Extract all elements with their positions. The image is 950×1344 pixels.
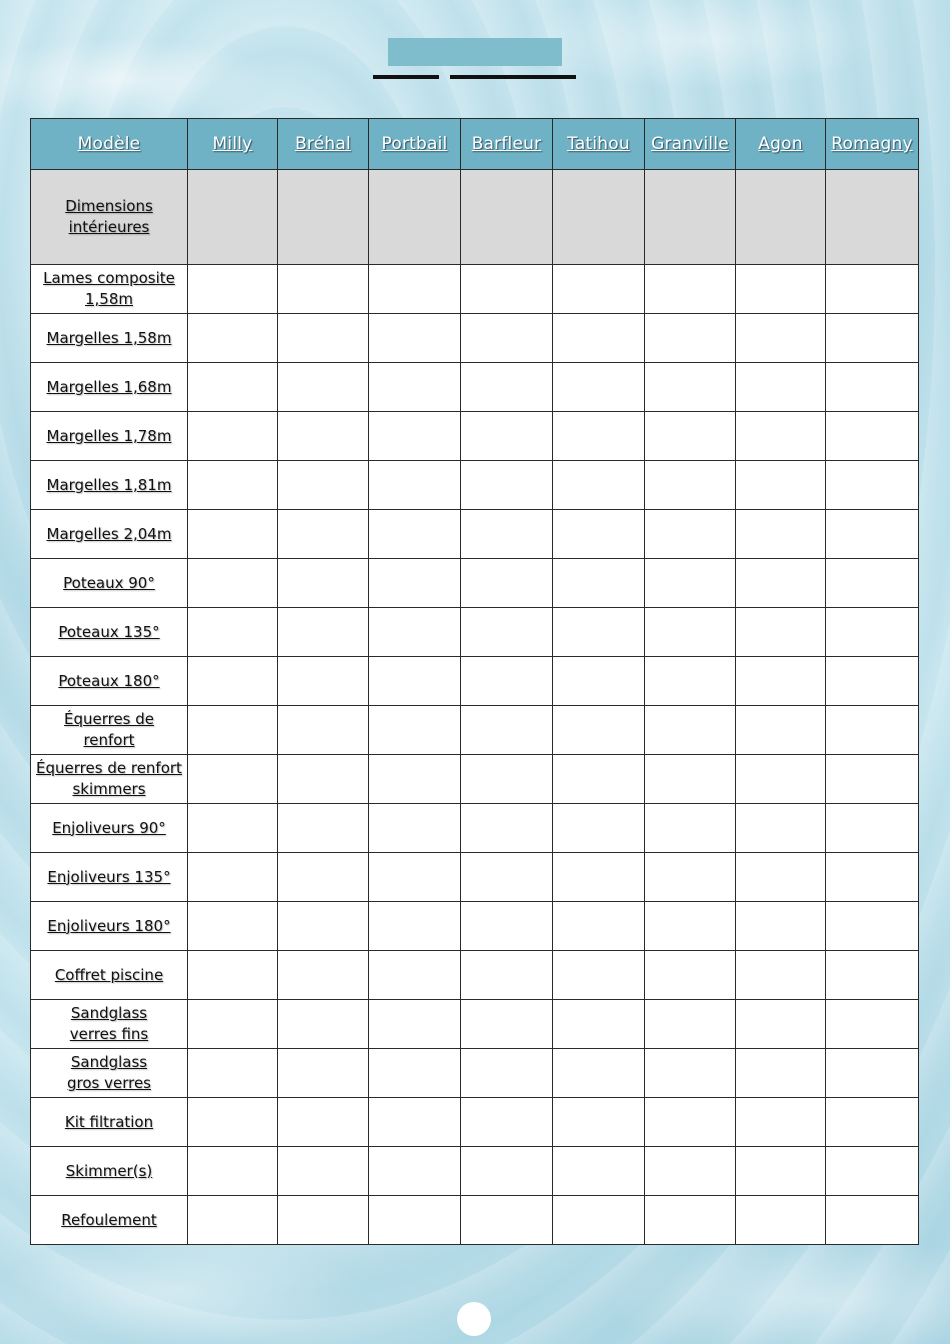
table-cell[interactable] [645, 1000, 736, 1049]
table-cell[interactable] [278, 1147, 369, 1196]
table-cell[interactable] [826, 510, 919, 559]
table-cell[interactable] [278, 853, 369, 902]
table-cell[interactable] [826, 461, 919, 510]
table-cell[interactable] [278, 265, 369, 314]
table-cell[interactable] [369, 412, 461, 461]
table-cell[interactable] [188, 657, 278, 706]
table-cell[interactable] [461, 755, 553, 804]
header-agon: Agon [736, 119, 826, 170]
table-row [31, 461, 919, 510]
table-cell[interactable] [553, 510, 645, 559]
table-cell[interactable] [369, 1000, 461, 1049]
table-cell[interactable] [553, 853, 645, 902]
title-underline-left [373, 75, 439, 79]
table-cell[interactable] [188, 608, 278, 657]
table-cell[interactable] [826, 755, 919, 804]
row-label: Margelles 2,04m [31, 510, 188, 559]
header-model: Modèle [31, 119, 188, 170]
table-cell[interactable] [278, 510, 369, 559]
table-cell[interactable] [645, 902, 736, 951]
table-cell[interactable] [645, 853, 736, 902]
table-cell[interactable] [736, 804, 826, 853]
table-cell[interactable] [736, 265, 826, 314]
table-cell[interactable] [553, 755, 645, 804]
table-cell[interactable] [369, 951, 461, 1000]
table-cell[interactable] [278, 363, 369, 412]
table-cell[interactable] [278, 412, 369, 461]
row-label: Enjoliveurs 90° [31, 804, 188, 853]
table-cell[interactable] [553, 265, 645, 314]
table-cell[interactable] [826, 804, 919, 853]
table-cell[interactable] [553, 170, 645, 265]
table-cell[interactable] [369, 510, 461, 559]
table-cell[interactable] [188, 461, 278, 510]
table-cell[interactable] [188, 951, 278, 1000]
table-cell[interactable] [188, 265, 278, 314]
table-cell[interactable] [461, 951, 553, 1000]
table-cell[interactable] [645, 706, 736, 755]
table-cell[interactable] [369, 608, 461, 657]
page-indicator [457, 1302, 491, 1336]
table-cell[interactable] [188, 559, 278, 608]
table-cell[interactable] [553, 1000, 645, 1049]
table-cell[interactable] [645, 1098, 736, 1147]
row-label: Skimmer(s) [31, 1147, 188, 1196]
table-cell[interactable] [736, 1049, 826, 1098]
table-cell[interactable] [369, 1196, 461, 1245]
table-cell[interactable] [369, 1147, 461, 1196]
table-cell[interactable] [826, 1147, 919, 1196]
header-brehal: Bréhal [278, 119, 369, 170]
table-cell[interactable] [278, 461, 369, 510]
table-row [31, 510, 919, 559]
table-cell[interactable] [736, 706, 826, 755]
table-cell[interactable] [736, 1196, 826, 1245]
table-cell[interactable] [553, 608, 645, 657]
table-cell[interactable] [369, 170, 461, 265]
table-cell[interactable] [553, 706, 645, 755]
table-cell[interactable] [188, 755, 278, 804]
table-cell[interactable] [369, 657, 461, 706]
table-cell[interactable] [826, 170, 919, 265]
table-cell[interactable] [826, 608, 919, 657]
table-row [31, 170, 919, 265]
table-cell[interactable] [461, 412, 553, 461]
table-cell[interactable] [645, 170, 736, 265]
table-cell[interactable] [736, 1147, 826, 1196]
header-row [31, 119, 919, 170]
table-cell[interactable] [278, 314, 369, 363]
row-label: Margelles 1,58m [31, 314, 188, 363]
table-cell[interactable] [461, 314, 553, 363]
table-cell[interactable] [736, 314, 826, 363]
row-label: Enjoliveurs 135° [31, 853, 188, 902]
table-row [31, 314, 919, 363]
table-cell[interactable] [188, 853, 278, 902]
table-cell[interactable] [736, 412, 826, 461]
table-cell[interactable] [553, 804, 645, 853]
table-cell[interactable] [826, 1196, 919, 1245]
title-underline-right [450, 75, 576, 79]
table-cell[interactable] [736, 608, 826, 657]
table-cell[interactable] [826, 1000, 919, 1049]
table-cell[interactable] [278, 902, 369, 951]
table-cell[interactable] [736, 510, 826, 559]
table-cell[interactable] [553, 314, 645, 363]
table-cell[interactable] [188, 706, 278, 755]
title-banner [388, 38, 562, 66]
table-row [31, 951, 919, 1000]
table-cell[interactable] [736, 363, 826, 412]
table-cell[interactable] [188, 314, 278, 363]
table-cell[interactable] [826, 951, 919, 1000]
table-cell[interactable] [736, 902, 826, 951]
table-cell[interactable] [736, 755, 826, 804]
table-row [31, 853, 919, 902]
table-cell[interactable] [826, 265, 919, 314]
table-cell[interactable] [278, 755, 369, 804]
table-cell[interactable] [461, 1049, 553, 1098]
table-row [31, 608, 919, 657]
table-cell[interactable] [645, 314, 736, 363]
table-cell[interactable] [553, 1098, 645, 1147]
table-cell[interactable] [278, 559, 369, 608]
table-cell[interactable] [736, 461, 826, 510]
pool-kit-table [30, 118, 919, 1245]
table-cell[interactable] [553, 461, 645, 510]
table-cell[interactable] [645, 804, 736, 853]
table-cell[interactable] [369, 804, 461, 853]
table-cell[interactable] [188, 363, 278, 412]
table-cell[interactable] [369, 363, 461, 412]
table-cell[interactable] [278, 951, 369, 1000]
table-row [31, 804, 919, 853]
table-cell[interactable] [553, 1196, 645, 1245]
header-barfleur: Barfleur [461, 119, 553, 170]
table-cell[interactable] [645, 951, 736, 1000]
table-cell[interactable] [369, 706, 461, 755]
table-cell[interactable] [461, 853, 553, 902]
table-cell[interactable] [369, 1098, 461, 1147]
table-cell[interactable] [645, 1049, 736, 1098]
table-cell[interactable] [461, 706, 553, 755]
row-label: Sandglass verres fins [31, 1000, 188, 1049]
table-cell[interactable] [645, 363, 736, 412]
table-cell[interactable] [553, 1147, 645, 1196]
table-cell[interactable] [736, 853, 826, 902]
table-cell[interactable] [278, 1098, 369, 1147]
table-row [31, 1049, 919, 1098]
header-granville: Granville [645, 119, 736, 170]
header-tatihou: Tatihou [553, 119, 645, 170]
table-row [31, 657, 919, 706]
table-cell[interactable] [188, 510, 278, 559]
table-cell[interactable] [369, 1049, 461, 1098]
table-cell[interactable] [461, 559, 553, 608]
table-cell[interactable] [826, 314, 919, 363]
table-cell[interactable] [645, 657, 736, 706]
table-row [31, 1147, 919, 1196]
table-row [31, 902, 919, 951]
table-cell[interactable] [736, 657, 826, 706]
table-cell[interactable] [645, 265, 736, 314]
table-cell[interactable] [461, 265, 553, 314]
table-cell[interactable] [553, 902, 645, 951]
table-cell[interactable] [369, 853, 461, 902]
table-cell[interactable] [736, 170, 826, 265]
row-label: Poteaux 180° [31, 657, 188, 706]
table-cell[interactable] [826, 412, 919, 461]
table-cell[interactable] [188, 804, 278, 853]
table-cell[interactable] [553, 559, 645, 608]
table-cell[interactable] [188, 1147, 278, 1196]
table-row [31, 1098, 919, 1147]
table-cell[interactable] [645, 461, 736, 510]
table-cell[interactable] [461, 1000, 553, 1049]
table-cell[interactable] [461, 461, 553, 510]
table-cell[interactable] [461, 1147, 553, 1196]
table-row [31, 755, 919, 804]
table-cell[interactable] [553, 657, 645, 706]
table-cell[interactable] [826, 902, 919, 951]
row-label: Margelles 1,81m [31, 461, 188, 510]
table-cell[interactable] [369, 902, 461, 951]
row-label: Refoulement [31, 1196, 188, 1245]
table-row [31, 265, 919, 314]
table-cell[interactable] [461, 1196, 553, 1245]
table-cell[interactable] [553, 412, 645, 461]
table-cell[interactable] [826, 559, 919, 608]
table-cell[interactable] [278, 1000, 369, 1049]
table-cell[interactable] [461, 170, 553, 265]
table-cell[interactable] [278, 1196, 369, 1245]
table-row [31, 706, 919, 755]
table-cell[interactable] [645, 755, 736, 804]
table-cell[interactable] [369, 461, 461, 510]
table-cell[interactable] [645, 1196, 736, 1245]
row-label: Kit filtration [31, 1098, 188, 1147]
table-cell[interactable] [461, 657, 553, 706]
table-cell[interactable] [188, 170, 278, 265]
table-cell[interactable] [736, 951, 826, 1000]
row-label: Margelles 1,78m [31, 412, 188, 461]
header-portbail: Portbail [369, 119, 461, 170]
row-label: Poteaux 90° [31, 559, 188, 608]
table-cell[interactable] [736, 559, 826, 608]
table-cell[interactable] [826, 363, 919, 412]
table-cell[interactable] [278, 804, 369, 853]
row-label: Coffret piscine [31, 951, 188, 1000]
table-row [31, 363, 919, 412]
table-cell[interactable] [461, 510, 553, 559]
table-cell[interactable] [188, 902, 278, 951]
row-label: Lames composite 1,58m [31, 265, 188, 314]
table-cell[interactable] [645, 1147, 736, 1196]
table-cell[interactable] [369, 559, 461, 608]
table-cell[interactable] [278, 706, 369, 755]
header-milly: Milly [188, 119, 278, 170]
table-cell[interactable] [188, 1098, 278, 1147]
table-cell[interactable] [278, 608, 369, 657]
table-cell[interactable] [461, 902, 553, 951]
table-row [31, 559, 919, 608]
table-cell[interactable] [278, 170, 369, 265]
table-row [31, 1196, 919, 1245]
row-label: Poteaux 135° [31, 608, 188, 657]
table-cell[interactable] [826, 657, 919, 706]
table-cell[interactable] [369, 314, 461, 363]
table-cell[interactable] [278, 657, 369, 706]
table-cell[interactable] [736, 1000, 826, 1049]
row-label: Margelles 1,68m [31, 363, 188, 412]
row-label: Dimensions intérieures [31, 170, 188, 265]
table-cell[interactable] [645, 412, 736, 461]
table-cell[interactable] [645, 559, 736, 608]
table-cell[interactable] [553, 363, 645, 412]
table-cell[interactable] [188, 412, 278, 461]
table-cell[interactable] [461, 363, 553, 412]
table-cell[interactable] [553, 1049, 645, 1098]
row-label: Équerres de renfort [31, 706, 188, 755]
table-cell[interactable] [461, 1098, 553, 1147]
row-label: Enjoliveurs 180° [31, 902, 188, 951]
row-label: Équerres de renfort skimmers [31, 755, 188, 804]
table-cell[interactable] [369, 755, 461, 804]
table-row [31, 1000, 919, 1049]
table-cell[interactable] [826, 1098, 919, 1147]
row-label: Sandglass gros verres [31, 1049, 188, 1098]
table-cell[interactable] [188, 1196, 278, 1245]
table-cell[interactable] [645, 608, 736, 657]
table-cell[interactable] [188, 1000, 278, 1049]
table-row [31, 412, 919, 461]
table-cell[interactable] [826, 1049, 919, 1098]
table-cell[interactable] [736, 1098, 826, 1147]
table-cell[interactable] [278, 1049, 369, 1098]
table-cell[interactable] [826, 853, 919, 902]
table-cell[interactable] [188, 1049, 278, 1098]
table-cell[interactable] [645, 510, 736, 559]
table-cell[interactable] [461, 608, 553, 657]
table-cell[interactable] [461, 804, 553, 853]
table-cell[interactable] [553, 951, 645, 1000]
table-cell[interactable] [369, 265, 461, 314]
header-romagny: Romagny [826, 119, 919, 170]
table-cell[interactable] [826, 706, 919, 755]
